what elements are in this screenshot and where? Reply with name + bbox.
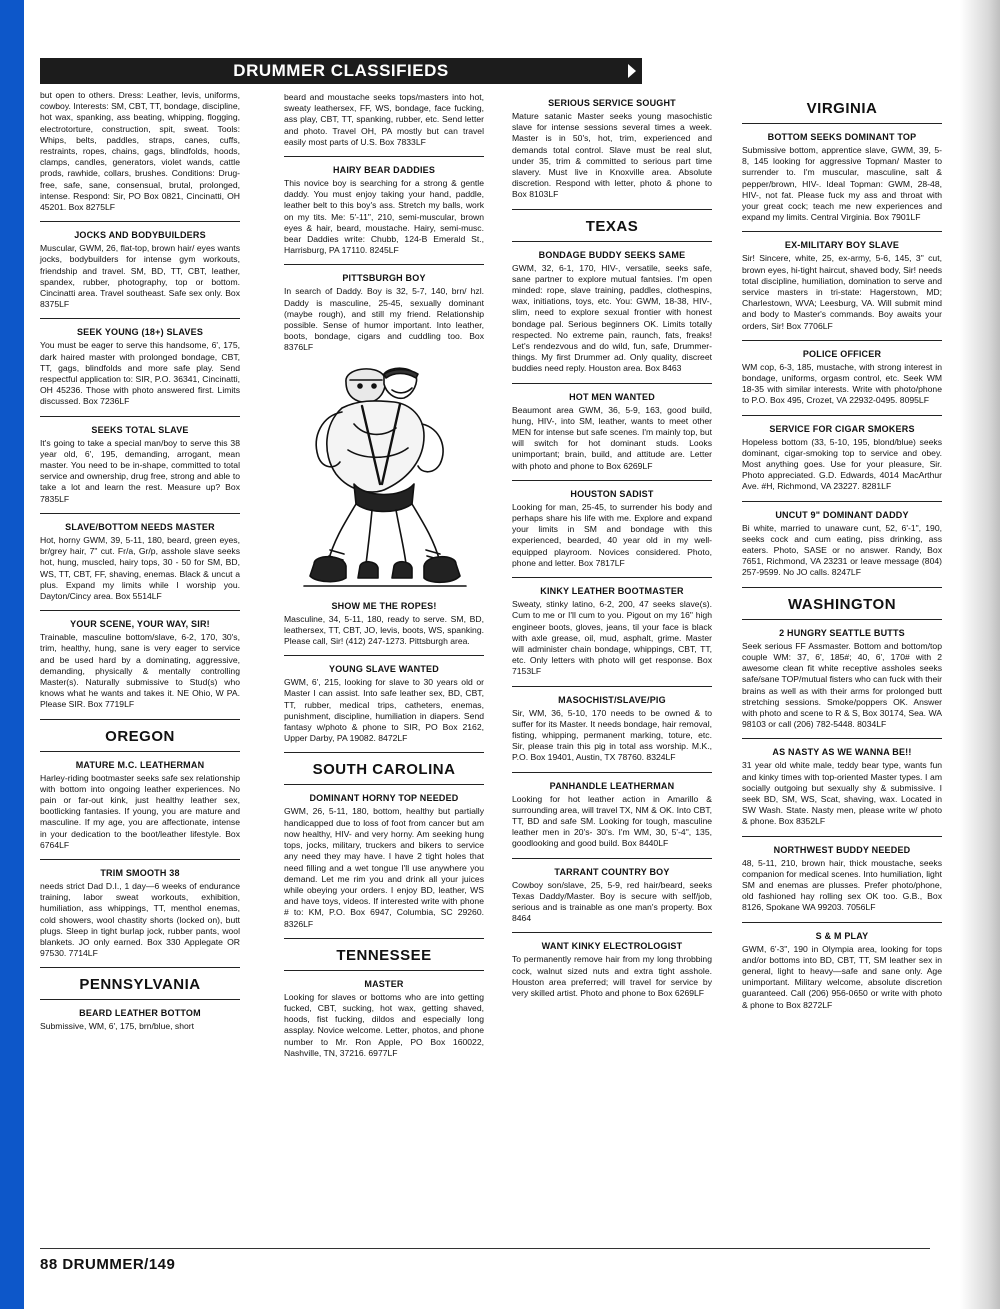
divider [512, 858, 712, 859]
ad-body: Masculine, 34, 5-11, 180, ready to serve. SM, BD, leathersex, TT, CBT, JO, levis, boots, WS, spanking. Please call, Sir! (412) 247-1273. Pittsburgh area. [284, 613, 484, 647]
ad-title: NORTHWEST BUDDY NEEDED [773, 844, 911, 855]
ad-listing [512, 695, 712, 764]
ad-continued [40, 90, 240, 213]
ad-body: Looking for man, 25-45, to surrender his body and perhaps share his life with me. Explore and expand your limits in SM and bondage with this experienced, bearded, 40 year old in my well-equipped playroom. Novices considered. Photo, phone and letter. Box 7817LF [512, 501, 712, 568]
ad-listing [742, 931, 942, 1011]
ad-listing [284, 979, 484, 1059]
ad-title: MASTER [364, 978, 404, 989]
divider [40, 999, 240, 1000]
ad-title: WANT KINKY ELECTROLOGIST [541, 941, 683, 952]
ad-listing [742, 628, 942, 731]
ad-listing [512, 586, 712, 677]
divider [742, 501, 942, 502]
ad-body: GWM, 26, 5-11, 180, bottom, healthy but partially handicapped due to loss of foot from cancer but am now healthy, HIV- and very horny. Am seeking hung tops, jocks, military, truckers and bikers to service any need they may have. I have 2 tight holes that need filling and a wet tongue I'll use anywhere you demand. Let me rim you and drink all your juices while obeying your orders. I enjoy BD, leather, WS and have toys, videos. If interested write with phone # to: KM, P.O. Box 6947, Columbia, SC 29260. 8326LF [284, 806, 484, 929]
ad-title: HOUSTON SADIST [570, 488, 654, 499]
ad-title: SEEK YOUNG (18+) SLAVES [76, 327, 204, 338]
ad-title: JOCKS AND BODYBUILDERS [74, 230, 206, 241]
page-binding-edge [0, 0, 24, 1309]
ad-listing [512, 489, 712, 569]
ad-body: GWM, 6'-3", 190 in Olympia area, looking for tops and/or bottoms into BD, CBT, TT, SM leather sex in general, light to heavy—safe and sane only. Age unimportant. Military welcome, absolute discretion guaranteed. Call (206) 956-0650 or write with photo & phone to Box 8272LF [742, 943, 942, 1010]
ad-listing [742, 747, 942, 827]
divider [284, 784, 484, 785]
ad-listing [40, 868, 240, 959]
ad-body: but open to others. Dress: Leather, levis, uniforms, cowboy. Interests: SM, CBT, TT, bondage, discipline, hot wax, spanking, ass beating, whipping, flogging, electrotorture, construction, spit, sweat. Tools: Whips, belts, paddles, straps, canes, cuffs, restraints, ropes, chains, gags, blindfolds, hoods, clamps, candles, generators, violet wands, cattle prods, rawhide, collars, brushes. Conditions: Drug-free, safe, sane, consensual, brutal, prolonged, intense. Respond: Sir, PO Box 0821, Cincinatti, OH 45201. Box 8275LF [40, 90, 240, 213]
ad-listing [742, 510, 942, 579]
ad-listing [284, 793, 484, 929]
state-heading: PENNSYLVANIA [79, 976, 201, 994]
divider [742, 587, 942, 588]
ad-body: Harley-riding bootmaster seeks safe sex relationship with bottom into ongoing leather experiences. No pain or far-out kink, just healthy leather sex, bootlicking fantasies. If young, you are mature and masculine. If my age, you are affectionate, intense in your dedication to the boot/leather lifestyle. Box 6764LF [40, 772, 240, 850]
ad-body: Looking for slaves or bottoms who are into getting fucked, CBT, sucking, hot wax, getting shaved, hoods, fist fucking, dildos and especially long assplay. Novice welcome. Letter, photos, and phone number to Mr. Ron Apple, PO Box 160022, Nashville, TN, 37216. 6977LF [284, 991, 484, 1058]
divider [40, 859, 240, 860]
ad-title: 2 HUNGRY SEATTLE BUTTS [779, 627, 905, 638]
ad-title: BOTTOM SEEKS DOMINANT TOP [767, 132, 917, 142]
ad-listing [742, 240, 942, 331]
state-heading: TENNESSEE [336, 946, 432, 964]
page-footer [40, 1256, 175, 1273]
divider [284, 156, 484, 157]
state-heading: OREGON [105, 727, 175, 745]
column-3 [512, 98, 712, 1005]
ad-body: GWM, 32, 6-1, 170, HIV-, versatile, seeks safe, sane partner to explore mutual fantsies. I'm open minded: rope, slave training, paddles, clothespins, wax, initiations, toys, etc. You: GWM, 18-38, HIV-, slim, need to explore sexual frontier with honest bondage pal. Serious beginners OK. Limits totally respected. No extreme pain, raunch, fats, freaks! Let's rendezvous and do wild, fun, safe, Drummer-things. My first Drummer ad. Only quality, discreet buddies need reply. Houston area. Box 8463 [512, 262, 712, 374]
ad-title: UNCUT 9" DOMINANT DADDY [775, 509, 909, 520]
divider [40, 318, 240, 319]
ad-listing [512, 941, 712, 999]
ad-listing [40, 230, 240, 310]
page-number-label: 88 DRUMMER/149 [40, 1256, 176, 1273]
ad-title: BEARD LEATHER BOTTOM [79, 1008, 201, 1019]
state-heading: SOUTH CAROLINA [312, 761, 456, 779]
ad-body: WM cop, 6-3, 185, mustache, with strong interest in bondage, uniforms, orgasm control, etc. Seek WM 18-35 with similar interests. Write with photo/phone to P.O. Box 495, Crozet, VA 22932-0495. 8095LF [742, 361, 942, 406]
ad-body: Trainable, masculine bottom/slave, 6-2, 170, 30's, trim, healthy, hung, sane is very eager to service and be used hard by a dominating, aggressive, demanding, physically & mentally controlling Master(s). Naturally submissive to Stud(s) who knows what he wants and takes it. NE Ohio, W PA. Please SIR. Box 7719LF [40, 632, 240, 710]
ad-body: 48, 5-11, 210, brown hair, thick moustache, seeks companion for medical scenes. Into humiliation, light SM and enemas are plusses. Prefer photo/phone, old fashioned hay rolling sex OK too. G.B., Box 8126, Spokane WA 99203. 7056LF [742, 857, 942, 913]
state-heading: WASHINGTON [787, 595, 897, 613]
ad-title: SEEKS TOTAL SLAVE [91, 424, 189, 435]
divider [742, 231, 942, 232]
ad-title: YOUNG SLAVE WANTED [329, 664, 439, 675]
divider [742, 123, 942, 124]
divider [742, 922, 942, 923]
divider [40, 719, 240, 720]
ad-listing [742, 845, 942, 914]
divider [284, 655, 484, 656]
divider [40, 416, 240, 417]
ad-body: In search of Daddy. Boy is 32, 5-7, 140, brn/ hzl. Daddy is masculine, 25-45, sexually dominant (maybe rough), and still my friend. Relationship possible. Sense of humor important. Into leather, boots, bondage, cigars and cuddling too. Box 8376LF [284, 286, 484, 353]
ad-body: Sir, WM, 36, 5-10, 170 needs to be owned & to suffer for its Master. It needs bondage, hair removal, fisting, whipping, permanent marking, toture, etc. Sir, please train this pig in total ass worship. M.K., P.O. Box 19401, Austin, TX 78760. 8324LF [512, 707, 712, 763]
divider [284, 970, 484, 971]
ad-listing [742, 349, 942, 407]
ad-title: EX-MILITARY BOY SLAVE [784, 240, 900, 251]
divider [512, 772, 712, 773]
ad-title: KINKY LEATHER BOOTMASTER [540, 586, 684, 597]
ad-title: POLICE OFFICER [802, 348, 882, 359]
ad-title: SERIOUS SERVICE SOUGHT [548, 98, 676, 108]
column-2 [284, 92, 484, 1065]
ad-title: MATURE M.C. LEATHERMAN [75, 759, 205, 770]
ad-body: This novice boy is searching for a strong & gentle daddy. You must enjoy taking your hand, paddle, leather belt to this boy's ass. Stretch my balls, work on my tits. Me: 5'-11", 210, semi-muscular, brown eyes & hair, beard, moustache. Hairy, semi-musc. bear Daddies write: Chubb, 124-B Emerald St., Harrisburg, PA 17110. 8245LF [284, 178, 484, 256]
ad-listing [40, 327, 240, 407]
divider [512, 241, 712, 242]
ad-title: HOT MEN WANTED [569, 391, 655, 402]
divider [742, 836, 942, 837]
ad-body: To permanently remove hair from my long throbbing cock, walnut sized nuts and extra tight asshole. Houston area preferred; will travel for service by very skilled artist. Photo and phone to Box 6269LF [512, 954, 712, 998]
ad-body: Seek serious FF Assmaster. Bottom and bottom/top couple WM: 37, 6', 185#; 40, 6', 170# with 2 awesome clean fit white receptive assholes seeks safe/sane TOP/mutual fisters who can fuck with their brains as well as with their arms for prolonged butt stretching sessions. Smoke/poppers OK. Answer with photo and scene to R & S, Box 30174, Sea. WA 98103 or call (206) 782-5448. 8034LF [742, 640, 942, 730]
ad-title: S & M PLAY [815, 930, 869, 941]
ad-body: Cowboy son/slave, 25, 5-9, red hair/beard, seeks Texas Daddy/Master. Boy is secure with self/job, serious and is trainable as one man's property. Box 8464 [512, 879, 712, 924]
ad-body: Beaumont area GWM, 36, 5-9, 163, good build, hung, HIV-, into SM, leather, wants to meet other MEN for intense but safe scenes. I'm mainly top, but will switch for hot dominant studs. Looks unimportant; brain, build, and attitude are. Letter with photo and phone to Box 6269LF [512, 404, 712, 471]
divider [512, 480, 712, 481]
divider [742, 415, 942, 416]
ad-title: AS NASTY AS WE WANNA BE!! [772, 747, 912, 758]
ad-listing [284, 664, 484, 744]
ad-body: Muscular, GWM, 26, flat-top, brown hair/ eyes wants jocks, bodybuilders for intense gym workouts, friendship and travel. SM, BD, TT, CBT, leather, spandex, rubber, photography, top or bottom. Cincinatti area. Travel southeast. Safe sex only. Box 8375LF [40, 243, 240, 310]
ad-body: Looking for hot leather action in Amarillo & surrounding area, will travel TX, NM & OK. Into CBT, TT, BD and safe SM. Looking for tough, masculine leather men in 20's- 30's. I'm WM, 30, 5'-4", 135, goodlooking and good build. Box 8440LF [512, 793, 712, 849]
ad-body: It's going to take a special man/boy to serve this 38 year old, 6', 195, demanding, arrogant, mean master. You need to be in-shape, committed to total service and ownership, drug free, strong and able to take a lot and learn the rest. Measure up? Box 7835LF [40, 437, 240, 504]
ad-body: Submissive bottom, apprentice slave, GWM, 39, 5-8, 145 looking for aggressive Topman/ Master to surrender to. I'm muscular, masculine, salt & pepper/brown, HIV-. Ideal Topman: GWM, 28-48, HIV-, not fat. Please fuck my ass and throat with your great cock; teach me new experiences and expand my limits. Central Virginia. Box 7901LF [742, 145, 942, 223]
ad-listing [512, 867, 712, 925]
ad-listing [742, 132, 942, 223]
ad-listing [40, 522, 240, 602]
ad-listing [284, 601, 484, 648]
ad-listing [742, 424, 942, 493]
ad-body: 31 year old white male, teddy bear type, wants fun and kinky times with top-oriented Master types. I am socially outgoing but sexually shy & submissive. I seek BD, SM, WS, Scat, shaving, wax. Located in SW Wash. State. Nasty men, please write w/ photo & phone. Box 8352LF [742, 760, 942, 827]
ad-body: You must be eager to serve this handsome, 6', 175, dark haired master with prolonged bondage, CBT, TT, gags, blindfolds and more safe play. Send respectful application to: SIR, P.O. 36341, Cincinatti, OH 45236. Those with photo answered first. Limits discussed. Box 7236LF [40, 340, 240, 407]
divider [512, 686, 712, 687]
ad-listing [512, 250, 712, 375]
divider [40, 610, 240, 611]
ad-title: SERVICE FOR CIGAR SMOKERS [769, 423, 915, 434]
ad-body: GWM, 6', 215, looking for slave to 30 years old or Master I can assist. Into safe leather sex, BD, CBT, TT, rubber, medical trips, catheters, enemas, punishment, discipline, humiliation in diapers. Send fantasy w/photo & phone to SIR, PO Box 2162, Upper Darby, PA 19082. 8472LF [284, 677, 484, 744]
ad-listing [284, 273, 484, 353]
ad-title: SHOW ME THE ROPES! [331, 600, 437, 611]
ad-title: DOMINANT HORNY TOP NEEDED [309, 793, 459, 804]
divider [742, 738, 942, 739]
divider [284, 752, 484, 753]
wrestling-illustration [284, 364, 484, 594]
ad-title: TRIM SMOOTH 38 [100, 867, 180, 878]
ad-listing [40, 619, 240, 710]
ad-body: Sweaty, stinky latino, 6-2, 200, 47 seeks slave(s). Cum to me or I'll cum to you. Pigout on my 16" high engineer boots, gloves, jeans, til your face is black with axle grease, oil, mud, asphalt, grime. Master will administer chain bondage, whippings, CBT, TT, etc. Only letters with photo will get response. Box 7153LF [512, 599, 712, 677]
ad-body: Sir! Sincere, white, 25, ex-army, 5-6, 145, 3" cut, brown eyes, hi-tight haircut, shaved body, Sir! needs total discipline, humiliation, domination to serve and service masters in tri-state: Hagerstown, MD; Charlestown, WVA; Leesburg, VA. Will submit mind and body to Master's commands. Boy awaits your orders, Sir! Box 7706LF [742, 253, 942, 331]
page-gutter-shadow [960, 0, 1000, 1309]
divider [742, 340, 942, 341]
ad-body: Submissive, WM, 6', 175, brn/blue, short [40, 1021, 195, 1032]
ad-body: Bi white, married to unaware cunt, 52, 6'-1", 190, seeks cock and cum eating, piss drinking, ass eaters. Photo, SASE or no answer. Randy, Box 7651, Richmond, VA 23231 or leave message (804) 257-9599. No JO calls. 8247LF [742, 522, 942, 578]
ad-title: HAIRY BEAR DADDIES [332, 165, 436, 176]
column-1 [40, 90, 240, 1039]
ad-body: Hopeless bottom (33, 5-10, 195, blond/blue) seeks dominant, cigar-smoking top to service and obey. Most anything goes. Use for your pleasure, Sir. Photo appreciated. G.D. Edwards, 4014 MacArthur Ave. #H, Richmond, VA 23227. 8281LF [742, 436, 942, 492]
divider [40, 221, 240, 222]
ad-title: MASOCHIST/SLAVE/PIG [558, 694, 666, 705]
ad-body: beard and moustache seeks tops/masters into hot, sweaty leathersex, FF, WS, bondage, face fucking, ass play, CBT, TT, spanking, rubber, etc. Send letter and photo. Travel OH, PA mostly but can travel easily most parts of U.S. Box 7833LF [284, 92, 484, 147]
footer-rule [40, 1248, 930, 1249]
section-banner [40, 58, 642, 84]
ad-listing [284, 165, 484, 256]
ad-title: TARRANT COUNTRY BOY [554, 866, 670, 877]
divider [512, 383, 712, 384]
ad-title: PANHANDLE LEATHERMAN [549, 780, 675, 791]
ad-listing [40, 1008, 240, 1032]
divider [40, 967, 240, 968]
divider [40, 751, 240, 752]
ad-listing [40, 425, 240, 505]
ad-listing [512, 781, 712, 850]
divider [40, 513, 240, 514]
ad-title: SLAVE/BOTTOM NEEDS MASTER [65, 521, 215, 532]
ad-title: PITTSBURGH BOY [342, 273, 426, 284]
ad-listing [40, 760, 240, 851]
section-title: DRUMMER CLASSIFIEDS [233, 61, 449, 80]
ad-title: BONDAGE BUDDY SEEKS SAME [538, 249, 686, 260]
column-4 [742, 92, 942, 1017]
state-heading: VIRGINIA [806, 100, 878, 117]
ad-listing [512, 98, 712, 201]
divider [512, 577, 712, 578]
divider [742, 619, 942, 620]
divider [512, 932, 712, 933]
divider [284, 938, 484, 939]
banner-arrow-icon [628, 64, 636, 78]
ad-continued [284, 92, 484, 148]
ad-body: Hot, horny GWM, 39, 5-11, 180, beard, green eyes, br/grey hair, 7" cut. Fr/a, Gr/p, asshole slave seeks hot, hung, muscled, hairy tops, 30 - 50 for SM, BD, WS, TT, CBT, FF, shaving, enemas. Black & uncut a plus. Expand my limits while I worship you. Dayton/Cincy area. Box 5514LF [40, 534, 240, 601]
ad-body: Mature satanic Master seeks young masochistic slave for intense sessions several times a week. Master is in 50's, hot, trim, experienced and demands total control. Slave must be real slut, under 35, trim & committed to serious part time slavery. Must live in Knoxville area. Absolute discretion. Respond with letter, photo & phone to Box 8103LF [512, 111, 712, 200]
divider [512, 209, 712, 210]
state-heading: TEXAS [585, 217, 639, 235]
ad-body: needs strict Dad D.I., 1 day—6 weeks of endurance training, labor sweat workouts, exhibition, humiliation, ass whippings, TT, menthol enemas, cold showers, wool chastity shorts (locked on), butt plugs. Sleep in tight burlap jock, rubber pants, wool blankets. JO only earned. Box 330 Applegate OR 97530. 7714LF [40, 880, 240, 959]
divider [284, 264, 484, 265]
ad-title: YOUR SCENE, YOUR WAY, SIR! [70, 619, 210, 630]
ad-listing [512, 392, 712, 472]
